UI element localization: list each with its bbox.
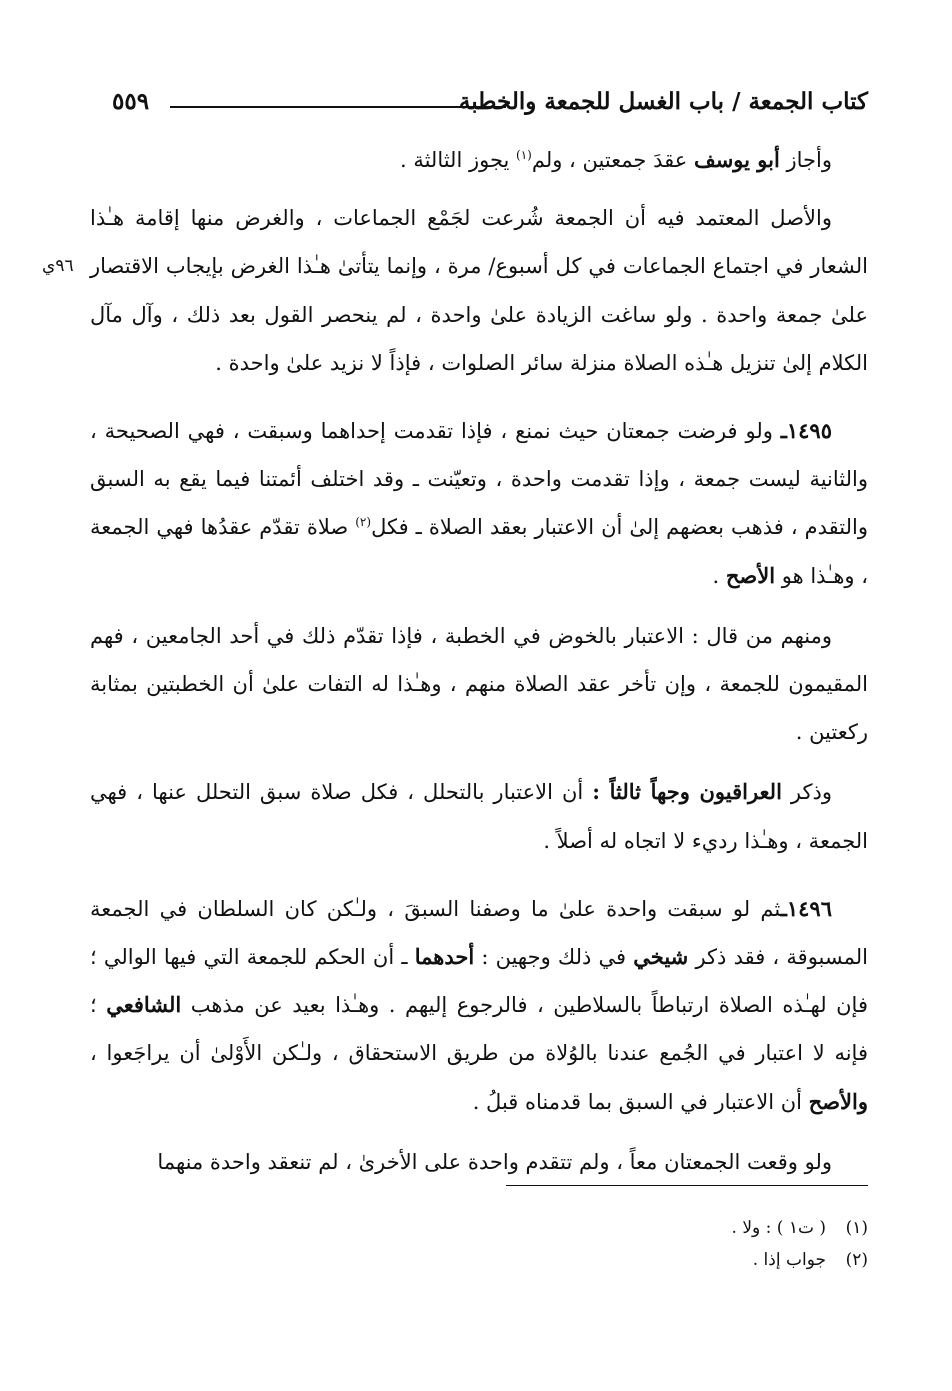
text-run: وذكر	[781, 780, 832, 805]
text-run: ثم لو سبقت واحدة علىٰ ما وصفنا السبقَ ، ولـٰكن كان السلطان في الجمعة المسبوقة ، فقد ذكر	[90, 896, 868, 970]
header-title: كتاب الجمعة / باب الغسل للجمعة والخطبة	[458, 88, 868, 115]
running-header	[112, 84, 868, 120]
text-run: أن الاعتبار في السبق بما قدمناه قبلُ .	[472, 1089, 809, 1114]
footnote-number: (٢)	[845, 1250, 868, 1270]
bold-term: العراقيون وجهاً ثالثاً :	[592, 779, 782, 805]
bold-name: أبو يوسف	[693, 147, 780, 172]
text-run: ولو فرضت جمعتان حيث نمنع ، فإذا تقدمت إحداهما وسبقت ، فهي الصحيحة ، والثانية ليست جمعة ، وإذا تقدمت واحدة ، وتعيّنت ـ وقد اختلف أئمتنا فيما يقع به السبق والتقدم ، فذهب بعضهم إلىٰ أن الاعتبار بعقد الصلاة ـ فكل	[90, 419, 868, 540]
bold-name: الشافعي	[106, 992, 182, 1018]
paragraph-7: ولو وقعت الجمعتان معاً ، ولم تتقدم واحدة على الأخرىٰ ، لم تنعقد واحدة منهما	[157, 1149, 832, 1174]
text-run: صلاة تقدّم عقدُها فهي الجمعة ، وهـٰذا هو	[90, 515, 868, 588]
text-run: ـ أن الحكم للجمعة التي فيها الوالي ؛ فإن لهـٰذه الصلاة ارتباطاً بالسلاطين ، فالرجوع إليهم . وهـٰذا بعيد عن مذهب	[90, 945, 868, 1018]
footnote-text: جواب إذا .	[752, 1250, 826, 1270]
text-run: ؛ فإنه لا اعتبار في الجُمع عندنا بالوُلاة من طريق الاستحقاق ، ولـٰكن الأَوْلىٰ أن يراجَعوا ،	[90, 993, 868, 1066]
footnotes	[448, 1212, 868, 1276]
footnote-ref-1[interactable]: (١)	[516, 148, 532, 162]
paragraph-2: والأصل المعتمد فيه أن الجمعة شُرعت لجَمْع الجماعات ، والغرض منها إقامة هـٰذا الشعار في اجتماع الجماعات في كل أسبوع/ مرة ، وإنما يتأتىٰ هـٰذا الغرض بإيجاب الاقتصار علىٰ جمعة واحدة . ولو ساغت الزيادة علىٰ واحدة ، لم ينحصر القول بعد ذلك ، وآل مآل الكلام إلىٰ تنزيل هـٰذه الصلاة منزلة سائر الصلوات ، فإذاً لا نزيد علىٰ واحدة .	[90, 206, 868, 375]
paragraph-1495	[90, 407, 868, 600]
footnote-ref-2[interactable]: (٢)	[355, 515, 372, 530]
paragraph-1496	[90, 885, 868, 1126]
text-run: في ذلك وجهين :	[474, 945, 634, 970]
text-run: أن الاعتبار بالتحلل ، فكل صلاة سبق التحلل عنها ، فهي الجمعة ، وهـٰذا رديء لا اتجاه له أصلاً .	[90, 780, 868, 853]
bold-term: الأصح	[725, 562, 776, 588]
footnote-number: (١)	[845, 1218, 868, 1238]
section-number: ١٤٩٥ـ	[780, 418, 832, 444]
text-run: عقدَ جمعتين ، ولم	[531, 148, 694, 172]
section-number: ١٤٩٦ـ	[780, 895, 832, 921]
bold-name: شيخي	[633, 944, 689, 970]
paragraph-1	[90, 136, 868, 184]
bold-term: أحدهما	[414, 944, 475, 970]
paragraph-4: ومنهم من قال : الاعتبار بالخوض في الخطبة ، فإذا تقدّم ذلك في أحد الجامعين ، فهم المقيمون للجمعة ، وإن تأخر عقد الصلاة منهم ، وهـٰذا له التفات علىٰ أن الخطبتين بمثابة ركعتين .	[90, 623, 868, 745]
bold-term: والأصح	[808, 1088, 868, 1114]
footnote-2	[448, 1244, 868, 1276]
paragraph-5	[90, 768, 868, 864]
margin-manuscript-note: ٩٦ي	[42, 256, 74, 276]
text-run: وأجاز	[779, 148, 832, 172]
header-rule	[170, 106, 506, 108]
footnote-1	[448, 1212, 868, 1244]
page-number: ٥٥٩	[112, 88, 150, 115]
footnote-separator	[506, 1185, 868, 1186]
text-run: يجوز الثالثة .	[399, 148, 517, 172]
footnote-text: ( ت١ ) : ولا .	[731, 1218, 826, 1238]
text-run: .	[712, 563, 726, 588]
main-text	[90, 136, 868, 1186]
